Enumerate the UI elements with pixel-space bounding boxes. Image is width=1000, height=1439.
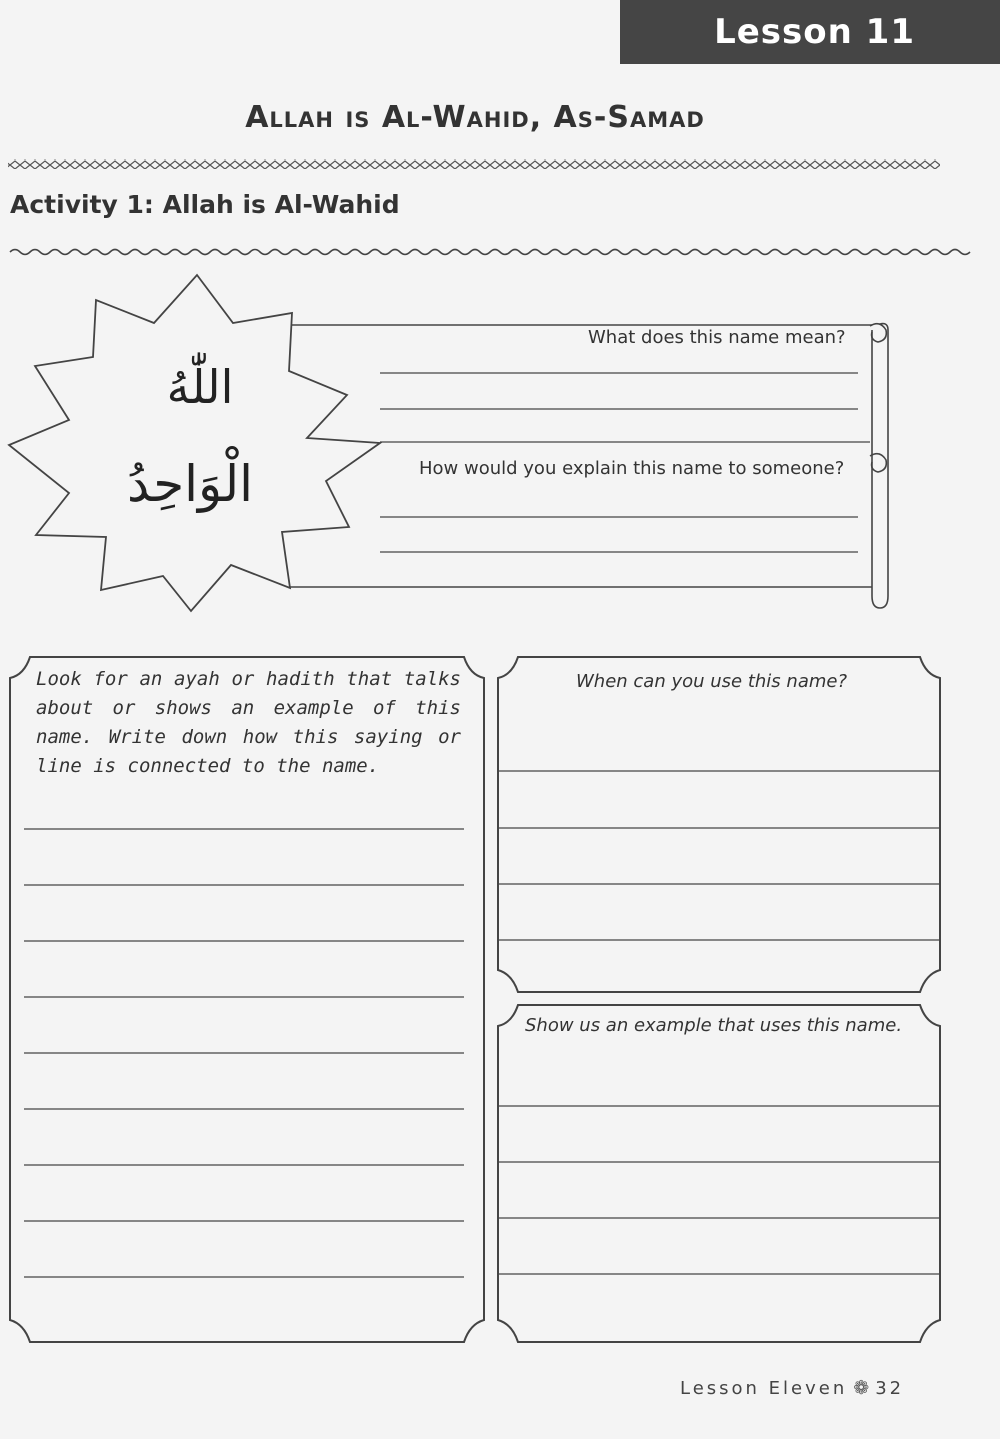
box-bottom-right-lines — [498, 1106, 940, 1274]
box-bottom-right-frame — [498, 1005, 940, 1342]
lesson-tab-label: Lesson 11 — [714, 12, 915, 52]
flower-icon: ❁ — [853, 1377, 870, 1399]
footer-lesson-label: Lesson Eleven — [680, 1378, 848, 1399]
arabic-allah: اللّٰهُ — [166, 360, 234, 414]
wavy-divider — [10, 250, 970, 255]
box-top-right-lines — [498, 771, 940, 940]
box-left-prompt: Look for an ayah or hadith that talks about or shows an example of this name. Write down how this saying or line is connected to the name. — [36, 668, 461, 777]
question-explain: How would you explain this name to someone? — [419, 458, 845, 479]
box-bottom-right-prompt: Show us an example that uses this name. — [525, 1015, 903, 1036]
page-footer — [680, 1377, 904, 1399]
page-number: 32 — [875, 1378, 905, 1399]
box-left-lines — [24, 829, 464, 1277]
activity-title: Activity 1: Allah is Al-Wahid — [10, 190, 400, 219]
arabic-al-wahid: الْوَاحِدُ — [126, 455, 253, 513]
box-top-right-prompt: When can you use this name? — [576, 671, 848, 692]
diamond-divider — [8, 159, 940, 169]
box-top-right-frame — [498, 657, 940, 992]
question-meaning: What does this name mean? — [588, 327, 846, 348]
page-title: Allah is Al-Wahid, As-Samad — [245, 100, 705, 135]
